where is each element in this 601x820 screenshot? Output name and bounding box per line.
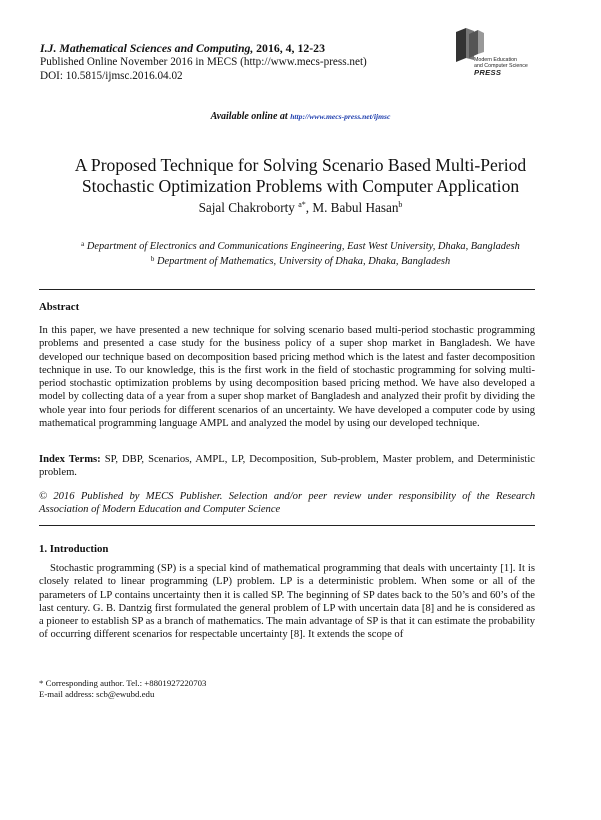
authors	[0, 200, 601, 216]
paper-title	[0, 155, 601, 197]
abstract-text: In this paper, we have presented a new technique for solving scenario based multi-period stochastic programming problems and presented a case study for the business policy of a super shop market in Bangladesh. We have developed our technique based on decomposition based pricing method which is the latest and faster decomposition technique in use. To our knowledge, this is the first work in the field of stochastic programming for solving multi-period stochastic optimization problems by using decomposition based pricing method. We have also developed a model by collecting data of a year from a super shop market of Bangladesh and analyzed their profit by dividing the whole year into four periods for different scenarios of an uncertainty. We have developed a computer code by using mathematical programming language AMPL and analyzed the model by using our developed technique.	[39, 325, 535, 430]
affiliations	[0, 238, 601, 268]
journal-citation	[40, 42, 367, 56]
affiliation-1-marker: a	[81, 240, 85, 248]
introduction-text: Stochastic programming (SP) is a special kind of mathematical programming that deals with uncertainty [1]. It is closely related to linear programming (LP) problem. LP is a deterministic problem. When some or all of the parameters of LP contains uncertainty then it is called SP. The beginning of SP dates back to the 50’s and 60’s of the last century. G. B. Dantzig first formulated the general problem of LP with uncertain data [8] and he is considered as a pioneer to establish SP as a branch of mathematics. The main advantage of SP is that it can estimate the probability of occurring different scenarios for respectable uncertainty [8]. It extends the scope of	[39, 563, 535, 641]
copyright-notice: © 2016 Published by MECS Publisher. Selection and/or peer review under responsibility of the Research Association of Modern Education and Computer Science	[39, 491, 535, 516]
author-2-marker: b	[398, 200, 403, 209]
journal-url-link[interactable]: http://www.mecs-press.net/ijmsc	[290, 112, 391, 121]
title-line-1: A Proposed Technique for Solving Scenario Based Multi-Period	[74, 155, 527, 175]
journal-header	[40, 42, 367, 83]
available-online	[0, 111, 601, 122]
index-terms	[39, 453, 535, 480]
affiliation-1-text: Department of Electronics and Communications Engineering, East West University, Dhaka, Bangladesh	[86, 241, 520, 252]
corresponding-author: * Corresponding author. Tel.: +8801927220703	[39, 678, 207, 688]
footnote	[39, 678, 206, 700]
bottom-rule	[39, 525, 535, 526]
affiliation-1	[0, 238, 601, 253]
logo-press: PRESS	[474, 68, 502, 78]
author-1-marker: a*	[298, 200, 306, 209]
journal-name: I.J. Mathematical Sciences and Computing,	[40, 41, 254, 55]
email-address: E-mail address: scb@ewubd.edu	[39, 689, 155, 700]
author-2: , M. Babul Hasan	[305, 200, 399, 215]
mecs-press-logo	[452, 24, 564, 84]
top-rule	[39, 289, 535, 290]
index-terms-label: Index Terms:	[39, 454, 101, 465]
index-terms-text: SP, DBP, Scenarios, AMPL, LP, Decomposition, Sub-problem, Master problem, and Deterministic problem.	[39, 454, 535, 479]
affiliation-2-text: Department of Mathematics, University of Dhaka, Dhaka, Bangladesh	[156, 256, 451, 268]
affiliation-2	[0, 253, 601, 268]
doi: DOI: 10.5815/ijmsc.2016.04.02	[40, 69, 183, 82]
abstract-heading: Abstract	[39, 301, 80, 313]
journal-issue: 2016, 4, 12-23	[256, 41, 325, 55]
title-line-2: Stochastic Optimization Problems with Computer Application	[81, 176, 520, 196]
available-label: Available online at	[210, 111, 288, 122]
introduction-heading: 1. Introduction	[39, 543, 109, 555]
logo-line-2: and Computer Science	[474, 62, 528, 69]
logo-line-1: Modern Education	[474, 57, 517, 63]
logo-text	[474, 58, 528, 77]
affiliation-2-marker: b	[150, 255, 155, 264]
author-1: Sajal Chakroborty	[198, 200, 295, 215]
publication-info: Published Online November 2016 in MECS (http://www.mecs-press.net)	[40, 56, 367, 69]
